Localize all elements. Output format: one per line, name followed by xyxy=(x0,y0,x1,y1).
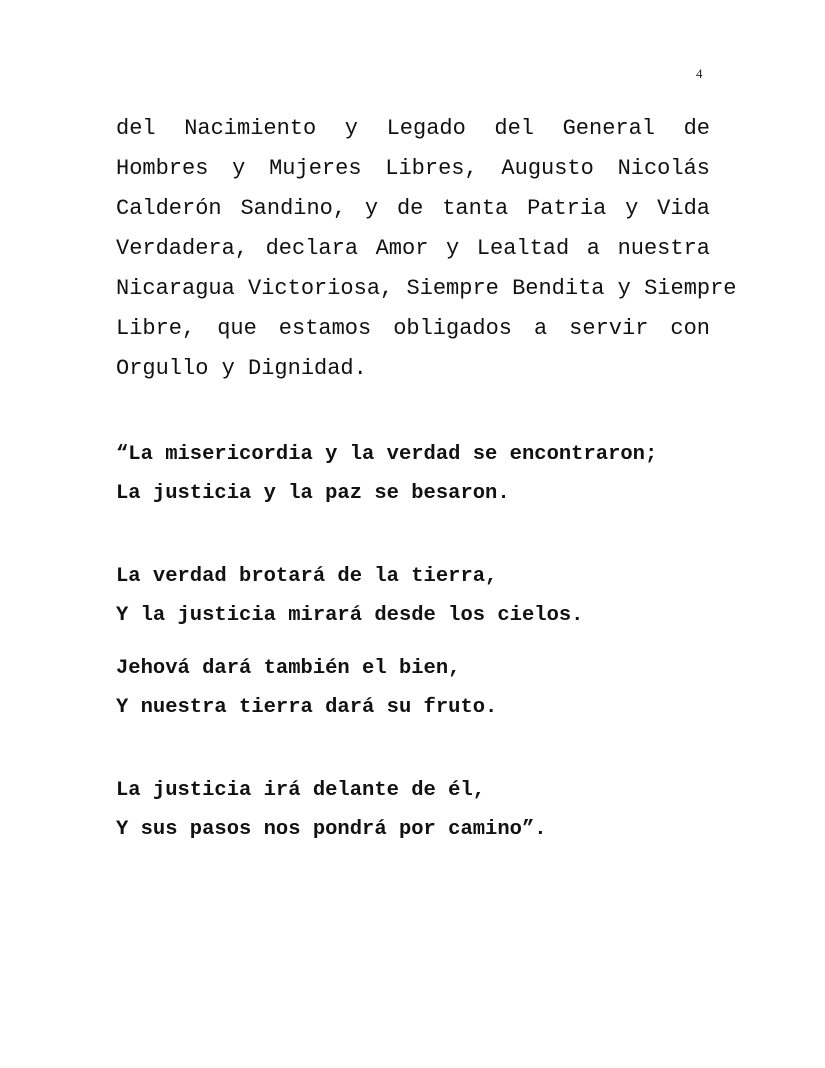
verse-line: Y sus pasos nos pondrá por camino”. xyxy=(116,818,547,841)
paragraph-line: Calderón Sandino, y de tanta Patria y Vida xyxy=(116,196,710,221)
paragraph-line: Hombres y Mujeres Libres, Augusto Nicolás xyxy=(116,156,710,181)
verse-line: “La misericordia y la verdad se encontraron; xyxy=(116,443,658,466)
verse-line: Y la justicia mirará desde los cielos. xyxy=(116,604,584,627)
paragraph-line: Verdadera, declara Amor y Lealtad a nuestra xyxy=(116,236,710,261)
page-number: 4 xyxy=(696,66,703,81)
verse-line: La verdad brotará de la tierra, xyxy=(116,565,498,588)
paragraph-line: Libre, que estamos obligados a servir con xyxy=(116,316,710,341)
paragraph-line: del Nacimiento y Legado del General de xyxy=(116,116,710,141)
verse-line: Y nuestra tierra dará su fruto. xyxy=(116,696,498,719)
verse-line: Jehová dará también el bien, xyxy=(116,657,461,680)
verse-line: La justicia irá delante de él, xyxy=(116,779,486,802)
verse-line: La justicia y la paz se besaron. xyxy=(116,482,510,505)
paragraph-line: Orgullo y Dignidad. xyxy=(116,356,367,381)
paragraph-line: Nicaragua Victoriosa, Siempre Bendita y Siempre xyxy=(116,276,737,301)
